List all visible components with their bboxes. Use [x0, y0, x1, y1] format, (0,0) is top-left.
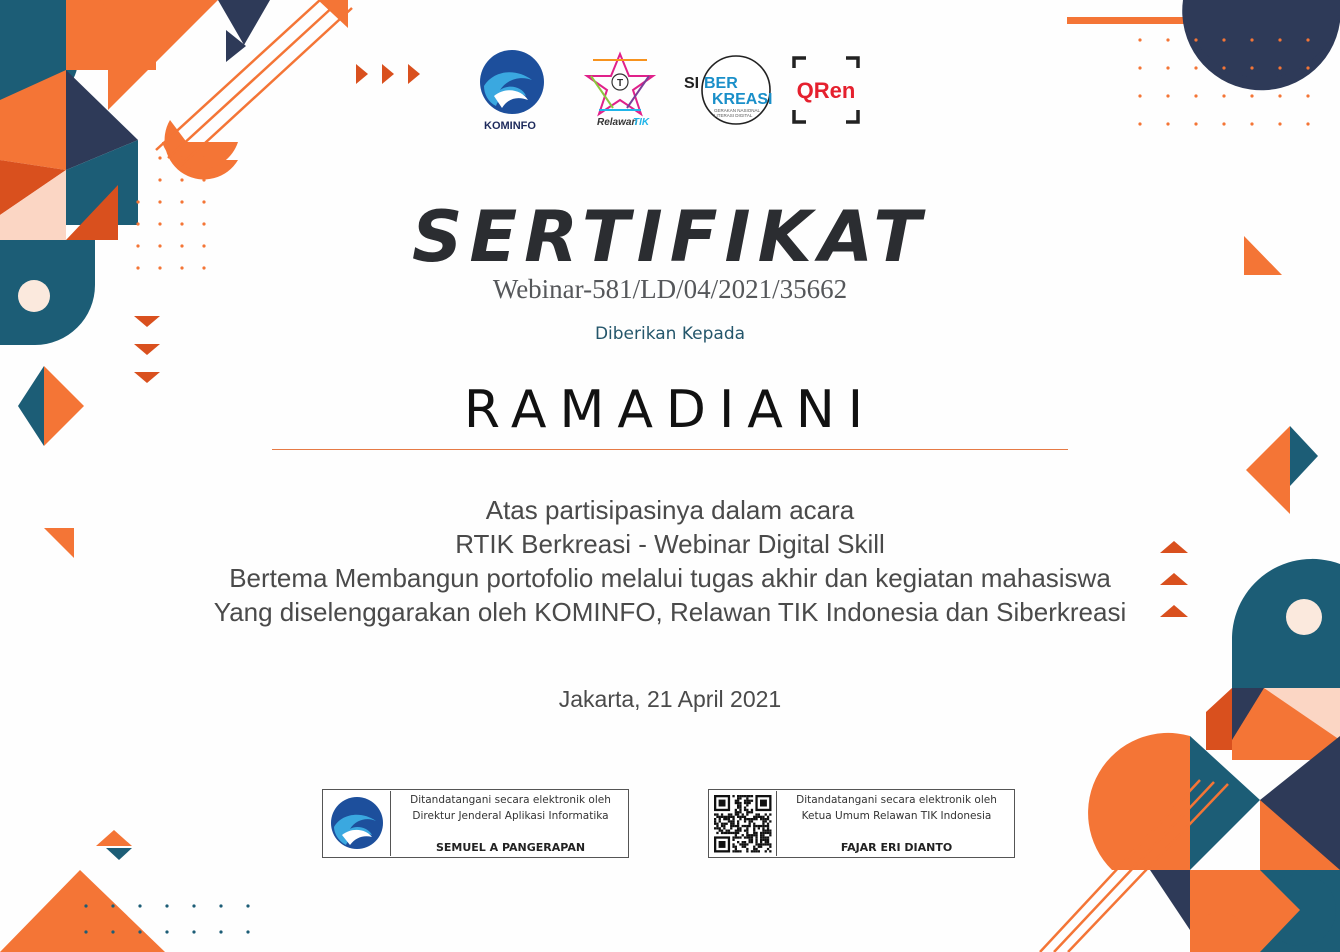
- siberkreasi-logo: [684, 56, 772, 124]
- svg-text:KOMINFO: KOMINFO: [484, 120, 536, 132]
- svg-text:SI: SI: [684, 75, 700, 92]
- svg-text:KREASI: KREASI: [712, 91, 773, 108]
- svg-text:T: T: [616, 78, 624, 89]
- signature-box-director: [322, 789, 629, 858]
- svg-text:TIK: TIK: [633, 117, 650, 128]
- signer-title: Direktur Jenderal Aplikasi Informatika: [412, 810, 609, 822]
- event-theme-line: Bertema Membangun portofolio melalui tugas akhir dan kegiatan mahasiswa: [229, 563, 1111, 593]
- given-to-label: Diberikan Kepada: [594, 324, 746, 344]
- name-underline: [272, 449, 1068, 450]
- svg-text:LITERASI DIGITAL: LITERASI DIGITAL: [714, 113, 753, 118]
- relawan-tik-logo: [587, 54, 653, 128]
- svg-text:QRen: QRen: [796, 78, 856, 103]
- participation-line: Atas partisipasinya dalam acara: [485, 495, 855, 525]
- signer-name: FAJAR ERI DIANTO: [840, 841, 953, 854]
- signer-name: SEMUEL A PANGERAPAN: [435, 841, 586, 854]
- qren-logo: [794, 58, 858, 122]
- kominfo-logo: [480, 50, 544, 132]
- svg-text:Relawan: Relawan: [597, 117, 638, 128]
- signature-note: Ditandatangani secara elektronik oleh: [796, 794, 997, 806]
- svg-text:BER: BER: [704, 75, 738, 92]
- qr-code-icon: [710, 791, 777, 856]
- signature-note: Ditandatangani secara elektronik oleh: [410, 794, 611, 806]
- certificate-number: Webinar-581/LD/04/2021/35662: [492, 274, 848, 304]
- signature-box-chairman: [708, 789, 1015, 858]
- sponsor-logos: [470, 50, 870, 140]
- recipient-name: RAMADIANI: [463, 380, 877, 440]
- signer-title: Ketua Umum Relawan TIK Indonesia: [801, 810, 992, 822]
- organizer-line: Yang diselenggarakan oleh KOMINFO, Relawan TIK Indonesia dan Siberkreasi: [213, 597, 1127, 627]
- svg-text:GERAKAN NASIONAL: GERAKAN NASIONAL: [714, 108, 761, 113]
- certificate-title: SERTIFIKAT: [411, 196, 929, 278]
- event-name-line: RTIK Berkreasi - Webinar Digital Skill: [455, 529, 885, 559]
- kominfo-logo-icon: [324, 791, 391, 856]
- place-date: Jakarta, 21 April 2021: [558, 686, 782, 712]
